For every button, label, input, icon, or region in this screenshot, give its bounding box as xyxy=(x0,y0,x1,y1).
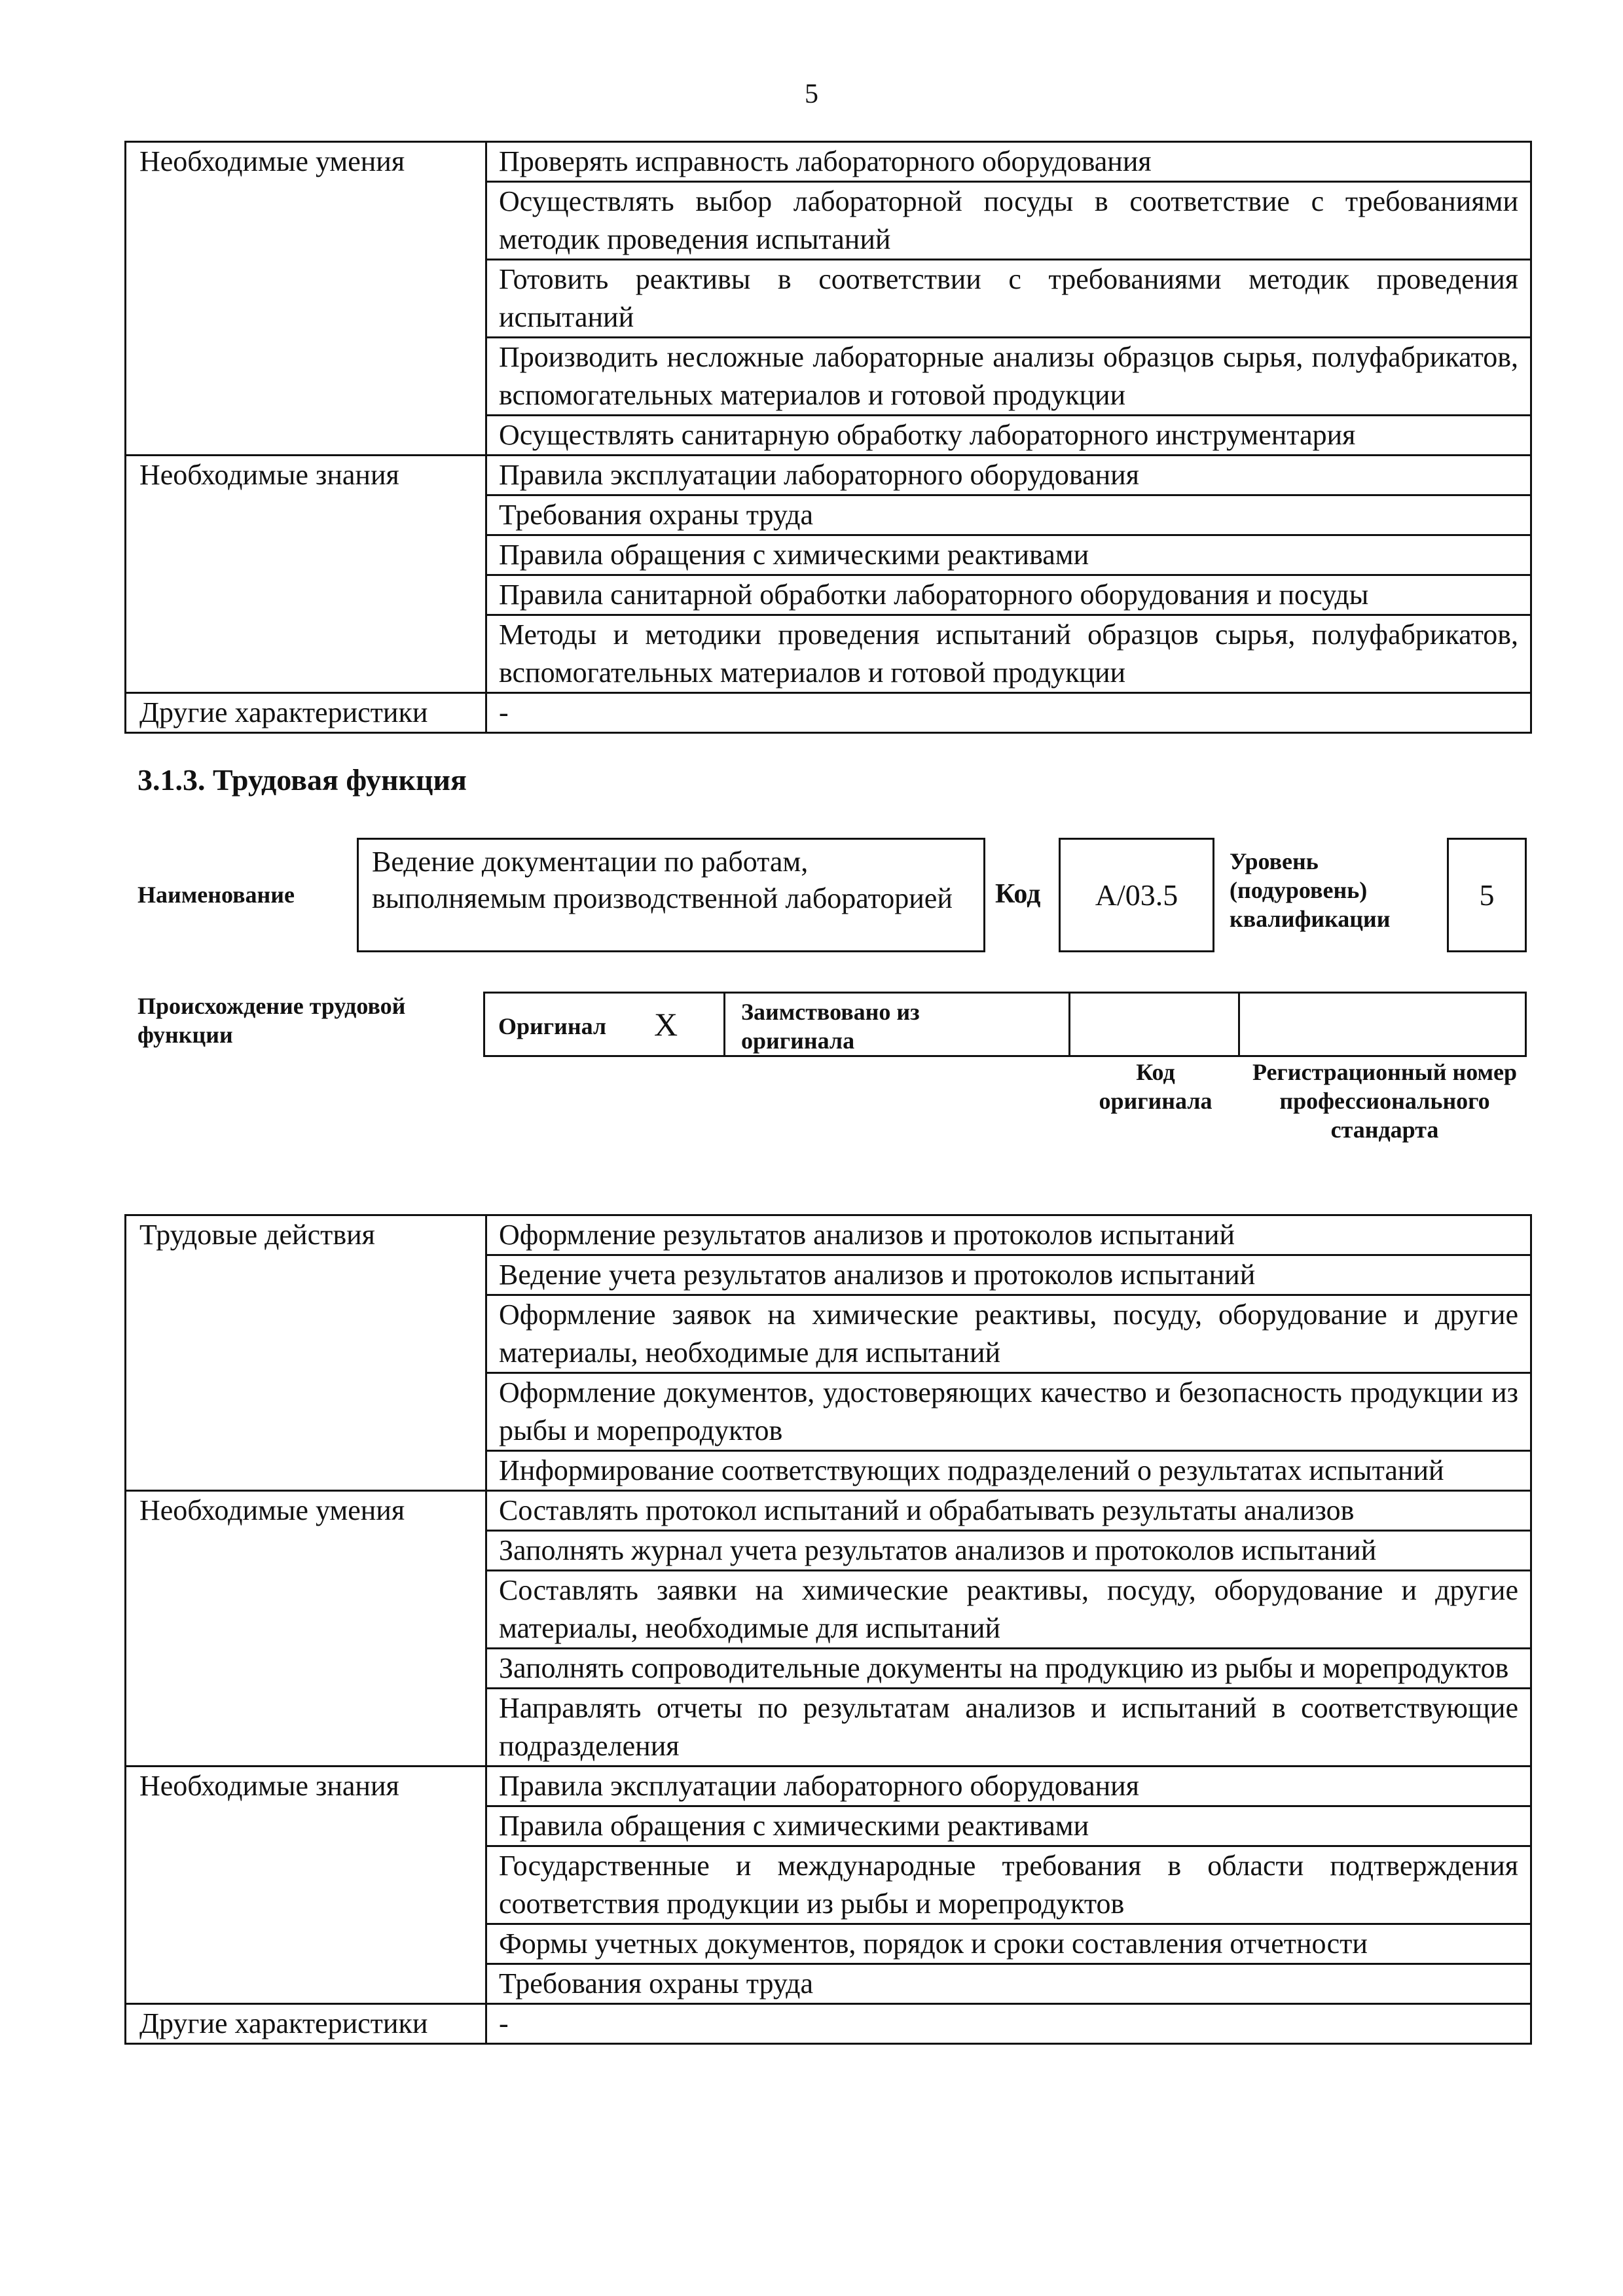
requirements-table-1 xyxy=(124,141,1532,734)
requirement-item: Формы учетных документов, порядок и сроки составления отчетности xyxy=(486,1924,1531,1964)
code-original-cell xyxy=(1068,992,1240,1057)
original-mark: X xyxy=(654,1006,678,1043)
requirement-item: Требования охраны труда xyxy=(486,495,1531,535)
row-label: Трудовые действия xyxy=(126,1215,486,1491)
requirement-item: Правила санитарной обработки лабораторного оборудования и посуды xyxy=(486,575,1531,615)
requirement-item: Заполнять сопроводительные документы на продукцию из рыбы и морепродуктов xyxy=(486,1649,1531,1689)
code-box xyxy=(1059,838,1214,952)
row-label: Другие характеристики xyxy=(126,2004,486,2044)
row-label: Необходимые знания xyxy=(126,1767,486,2004)
name-label: Наименование xyxy=(137,882,295,908)
function-name-value: Ведение документации по работам, выполняемым производственной лабораторией xyxy=(372,846,953,914)
requirement-item: Информирование соответствующих подразделений о результатах испытаний xyxy=(486,1451,1531,1491)
reg-number-cell xyxy=(1238,992,1527,1057)
requirement-item: Методы и методики проведения испытаний образцов сырья, полуфабрикатов, вспомогательных материалов и готовой продукции xyxy=(486,615,1531,693)
requirement-item: Готовить реактивы в соответствии с требованиями методик проведения испытаний xyxy=(486,260,1531,338)
code-label: Код xyxy=(995,879,1041,909)
table-row xyxy=(126,456,1531,495)
requirement-item: Проверять исправность лабораторного оборудования xyxy=(486,142,1531,182)
code-original-caption: Код оригинала xyxy=(1099,1059,1213,1114)
code-value: A/03.5 xyxy=(1095,878,1178,912)
level-value: 5 xyxy=(1479,878,1495,912)
requirement-item: Ведение учета результатов анализов и протоколов испытаний xyxy=(486,1255,1531,1295)
requirement-item: Составлять заявки на химические реактивы, посуду, оборудование и другие материалы, необходимые для испытаний xyxy=(486,1571,1531,1649)
requirement-item: Заполнять журнал учета результатов анализов и протоколов испытаний xyxy=(486,1531,1531,1571)
borrowed-cell xyxy=(723,992,1070,1057)
table-row xyxy=(126,693,1531,733)
function-name-box xyxy=(357,838,985,952)
level-box xyxy=(1447,838,1527,952)
requirement-item: Правила обращения с химическими реактивами xyxy=(486,1806,1531,1846)
origin-label: Происхождение трудовой функции xyxy=(137,993,406,1048)
table-row xyxy=(126,142,1531,182)
reg-number-caption: Регистрационный номер профессионального стандарта xyxy=(1252,1059,1518,1143)
level-label: Уровень (подуровень) квалификации xyxy=(1230,848,1391,932)
requirement-item: Государственные и международные требования в области подтверждения соответствия продукции из рыбы и морепродуктов xyxy=(486,1846,1531,1924)
original-cell xyxy=(483,992,725,1057)
requirement-item: Оформление документов, удостоверяющих качество и безопасность продукции из рыбы и морепродуктов xyxy=(486,1373,1531,1451)
requirement-item: Направлять отчеты по результатам анализов и испытаний в соответствующие подразделения xyxy=(486,1689,1531,1767)
row-label: Необходимые умения xyxy=(126,1491,486,1767)
row-label: Необходимые умения xyxy=(126,142,486,456)
table-row xyxy=(126,1215,1531,1255)
requirement-item: - xyxy=(486,693,1531,733)
requirement-item: Производить несложные лабораторные анализы образцов сырья, полуфабрикатов, вспомогательных материалов и готовой продукции xyxy=(486,338,1531,416)
row-label: Необходимые знания xyxy=(126,456,486,693)
requirement-item: - xyxy=(486,2004,1531,2044)
requirement-item: Оформление результатов анализов и протоколов испытаний xyxy=(486,1215,1531,1255)
table-row xyxy=(126,2004,1531,2044)
requirement-item: Оформление заявок на химические реактивы, посуду, оборудование и другие материалы, необходимые для испытаний xyxy=(486,1295,1531,1373)
section-title: 3.1.3. Трудовая функция xyxy=(137,763,467,797)
page-number: 5 xyxy=(805,79,818,109)
requirement-item: Правила эксплуатации лабораторного оборудования xyxy=(486,1767,1531,1806)
requirement-item: Осуществлять санитарную обработку лабораторного инструментария xyxy=(486,416,1531,456)
requirement-item: Правила обращения с химическими реактивами xyxy=(486,535,1531,575)
requirement-item: Осуществлять выбор лабораторной посуды в соответствие с требованиями методик проведения испытаний xyxy=(486,182,1531,260)
requirement-item: Составлять протокол испытаний и обрабатывать результаты анализов xyxy=(486,1491,1531,1531)
table-row xyxy=(126,1767,1531,1806)
table-row xyxy=(126,1491,1531,1531)
original-label: Оригинал xyxy=(498,1013,607,1039)
row-label: Другие характеристики xyxy=(126,693,486,733)
requirement-item: Требования охраны труда xyxy=(486,1964,1531,2004)
requirements-table-2 xyxy=(124,1214,1532,2045)
borrowed-label: Заимствовано из оригинала xyxy=(741,999,920,1054)
requirement-item: Правила эксплуатации лабораторного оборудования xyxy=(486,456,1531,495)
